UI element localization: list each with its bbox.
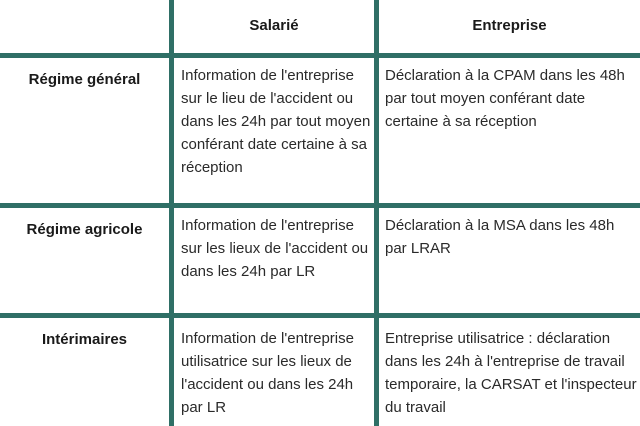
cell-regime-agricole-salarie: Information de l'entreprise sur les lieux de l'accident ou dans les 24h par LR xyxy=(181,217,369,280)
row-label-regime-general: Régime général xyxy=(28,71,141,88)
row-label-regime-agricole: Régime agricole xyxy=(26,221,143,238)
header-entreprise: Entreprise xyxy=(472,17,547,34)
column-divider xyxy=(374,0,379,426)
cell-interimaires-salarie: Information de l'entreprise utilisatrice sur les lieux de l'accident ou dans les 24h par LR xyxy=(181,330,354,416)
row-divider xyxy=(0,53,640,58)
column-divider xyxy=(169,0,174,426)
cell-regime-general-entreprise: Déclaration à la CPAM dans les 48h par tout moyen conférant date certaine à sa réception xyxy=(385,67,625,130)
row-divider xyxy=(0,203,640,208)
row-divider xyxy=(0,313,640,318)
cell-interimaires-entreprise: Entreprise utilisatrice : déclaration dans les 24h à l'entreprise de travail temporaire, la CARSAT et l'inspecteur du travail xyxy=(385,330,637,416)
header-salarie: Salarié xyxy=(249,17,299,34)
cell-regime-general-salarie: Information de l'entreprise sur le lieu de l'accident ou dans les 24h par tout moyen conférant date certaine à sa réception xyxy=(181,67,371,176)
cell-regime-agricole-entreprise: Déclaration à la MSA dans les 48h par LRAR xyxy=(385,217,615,257)
row-label-interimaires: Intérimaires xyxy=(41,331,128,348)
